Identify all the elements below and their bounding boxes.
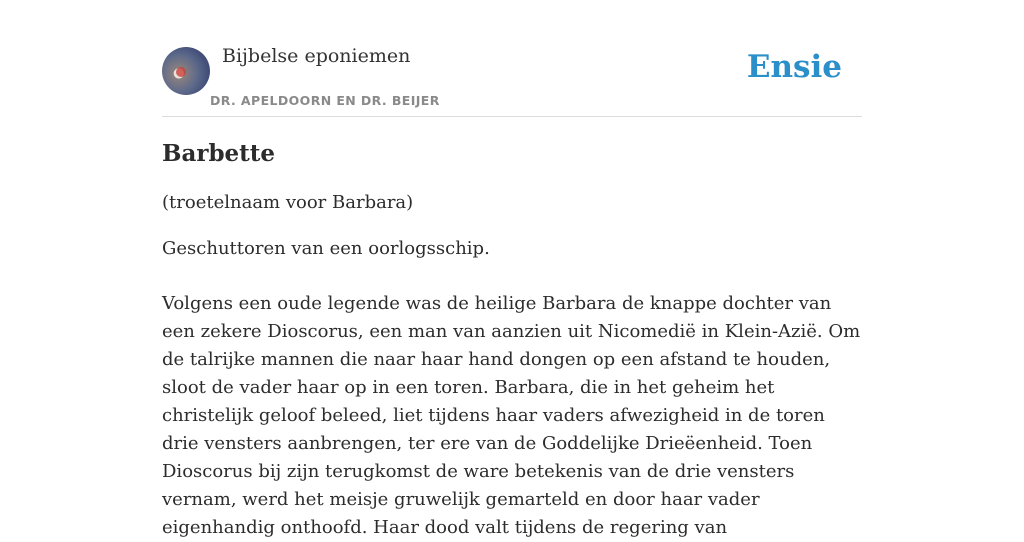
entry-content xyxy=(162,138,862,542)
brand-logo[interactable]: Ensie xyxy=(746,49,842,85)
entry-paragraph: Volgens een oude legende was de heilige Barbara de knappe dochter van een zekere Dioscorus, een man van aanzien uit Nicomedië in Klein-Azië. Om de talrijke mannen die naar haar hand dongen op een afstand te houden, sloot de vader haar op in een toren. Barbara, die in het geheim het christelijk geloof beleed, liet tijdens haar vaders afwezigheid in de toren drie vensters aanbrengen, ter ere van de Goddelijke Drieëenheid. Toen Dioscorus bij zijn terugkomst de ware betekenis van de drie vensters vernam, werd het meisje gruwelijk gemarteld en door haar vader eigenhandig onthoofd. Haar dood valt tijdens de regering van xyxy=(162,293,861,538)
entry-definition: Geschuttoren van een oorlogsschip. xyxy=(162,238,490,259)
cover-accent xyxy=(176,67,186,77)
entry-subtitle: (troetelnaam voor Barbara) xyxy=(162,192,414,213)
book-cover-icon[interactable] xyxy=(162,47,193,95)
header xyxy=(162,0,862,117)
entry-lemma: Barbette xyxy=(162,140,276,167)
book-title[interactable]: Bijbelse eponiemen xyxy=(222,45,411,67)
book-authors[interactable]: DR. APELDOORN EN DR. BEIJER xyxy=(210,93,440,108)
cover-image xyxy=(162,47,210,95)
